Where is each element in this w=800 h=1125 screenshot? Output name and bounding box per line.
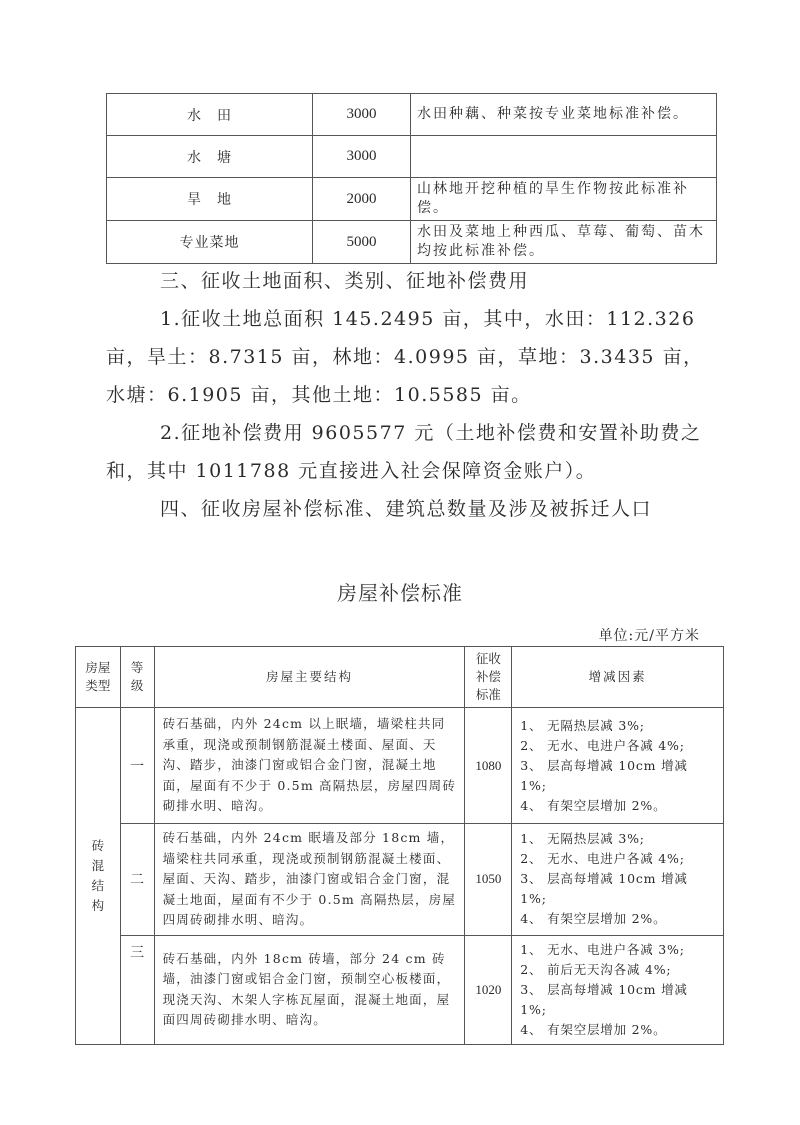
- land-note: 水田种藕、种菜按专业菜地标准补偿。: [411, 94, 717, 136]
- standard-cell: 1080: [465, 708, 512, 824]
- section3-item1: 1.征收土地总面积 145.2495 亩，其中，水田：112.326 亩，旱土：8.7315 亩，林地：4.0995 亩，草地：3.3435 亩，水塘：6.1905 亩，其他土地：10.5585 亩。: [106, 308, 704, 406]
- adjust-cell: [512, 708, 724, 824]
- header-text: 类型: [85, 678, 111, 693]
- adjust-item: 2、 前后无天沟各减 4%;: [520, 961, 672, 977]
- land-note: 山林地开挖种植的旱生作物按此标准补偿。: [411, 178, 717, 221]
- land-amount: 2000: [313, 178, 411, 221]
- table-row: [76, 935, 724, 1044]
- land-amount: 3000: [313, 94, 411, 136]
- header-text: 补偿: [475, 669, 501, 684]
- table-row: [76, 708, 724, 824]
- standard-cell: 1050: [465, 824, 512, 936]
- land-category: 旱 地: [107, 178, 313, 221]
- adjust-item: 4、 有架空层增加 2%。: [520, 1021, 667, 1037]
- header-grade: [120, 647, 154, 708]
- adjust-item: 2、 无水、电进户各减 4%;: [520, 851, 685, 867]
- adjust-item: 4、 有架空层增加 2%。: [520, 797, 667, 813]
- land-category: 专业菜地: [107, 221, 313, 264]
- table-row: [107, 178, 717, 221]
- adjust-item: 1、 无水、电进户各减 3%;: [520, 941, 685, 957]
- grade-cell: 二: [120, 824, 154, 936]
- house-compensation-table: [75, 646, 724, 1045]
- header-text: 征收: [475, 651, 501, 666]
- header-standard: [465, 647, 512, 708]
- land-category: 水 塘: [107, 136, 313, 178]
- adjust-item: 1、 无隔热层减 3%;: [520, 717, 645, 733]
- table-row: [107, 221, 717, 264]
- adjust-item: 4、 有架空层增加 2%。: [520, 911, 667, 927]
- header-text: 等: [130, 660, 144, 675]
- header-adjust: 增减因素: [512, 647, 724, 708]
- land-compensation-table: [106, 93, 717, 264]
- type-char: 结: [91, 877, 105, 893]
- table-row: [107, 136, 717, 178]
- header-structure: 房屋主要结构: [154, 647, 465, 708]
- section4-heading: 四、征收房屋补偿标准、建筑总数量及涉及被拆迁人口: [160, 498, 653, 520]
- adjust-item: 1、 无隔热层减 3%;: [520, 831, 645, 847]
- header-house-type: [76, 647, 121, 708]
- type-char: 砖: [91, 837, 105, 853]
- header-text: 房屋: [85, 660, 111, 675]
- adjust-item: 3、 层高每增减 10cm 增减 1%;: [520, 757, 688, 793]
- land-category: 水 田: [107, 94, 313, 136]
- adjust-item: 3、 层高每增减 10cm 增减 1%;: [520, 871, 688, 907]
- house-type-cell: [76, 708, 121, 1045]
- house-table-title: 房屋补偿标准: [337, 581, 463, 605]
- adjust-item: 2、 无水、电进户各减 4%;: [520, 737, 685, 753]
- header-text: 级: [130, 678, 144, 693]
- table-row: [107, 94, 717, 136]
- type-char: 混: [91, 857, 105, 873]
- land-amount: 5000: [313, 221, 411, 264]
- land-amount: 3000: [313, 136, 411, 178]
- unit-label: 单位:元/平方米: [598, 628, 700, 644]
- grade-cell: 三: [120, 935, 154, 1044]
- land-note: 水田及菜地上种西瓜、草莓、葡萄、苗木均按此标准补偿。: [411, 221, 717, 264]
- section3-heading: 三、征收土地面积、类别、征地补偿费用: [160, 270, 530, 292]
- standard-cell: 1020: [465, 935, 512, 1044]
- structure-cell: 砖石基础，内外 18cm 砖墙，部分 24 cm 砖墙，油漆门窗或铝合金门窗，预制空心板楼面，现浇天沟、木架人字栋瓦屋面，混凝土地面，屋面四周砖砌排水明、暗沟。: [154, 935, 465, 1044]
- table-header-row: [76, 647, 724, 708]
- adjust-item: 3、 层高每增减 10cm 增减 1%;: [520, 981, 688, 1017]
- structure-cell: 砖石基础，内外 24cm 眠墙及部分 18cm 墙，墙梁柱共同承重，现浇或预制钢筋混凝土楼面、屋面、天沟、踏步，油漆门窗或铝合金门窗，混凝土地面，屋面有不少于 0.5m 高隔热层，房屋四周砖砌排水明、暗沟。: [154, 824, 465, 936]
- structure-cell: 砖石基础，内外 24cm 以上眠墙，墙梁柱共同承重，现浇或预制钢筋混凝土楼面、屋面、天沟、踏步，油漆门窗或铝合金门窗，混凝土地面，屋面有不少于 0.5m 高隔热层，房屋四周砖砌排水明、暗沟。: [154, 708, 465, 824]
- adjust-cell: [512, 935, 724, 1044]
- section3-item2: 2.征地补偿费用 9605577 元（土地补偿费和安置补助费之和，其中 1011788 元直接进入社会保障资金账户）。: [106, 422, 702, 482]
- grade-cell: 一: [120, 708, 154, 824]
- header-text: 标准: [475, 687, 501, 702]
- adjust-cell: [512, 824, 724, 936]
- table-row: [76, 824, 724, 936]
- land-note: [411, 136, 717, 178]
- type-char: 构: [91, 897, 105, 913]
